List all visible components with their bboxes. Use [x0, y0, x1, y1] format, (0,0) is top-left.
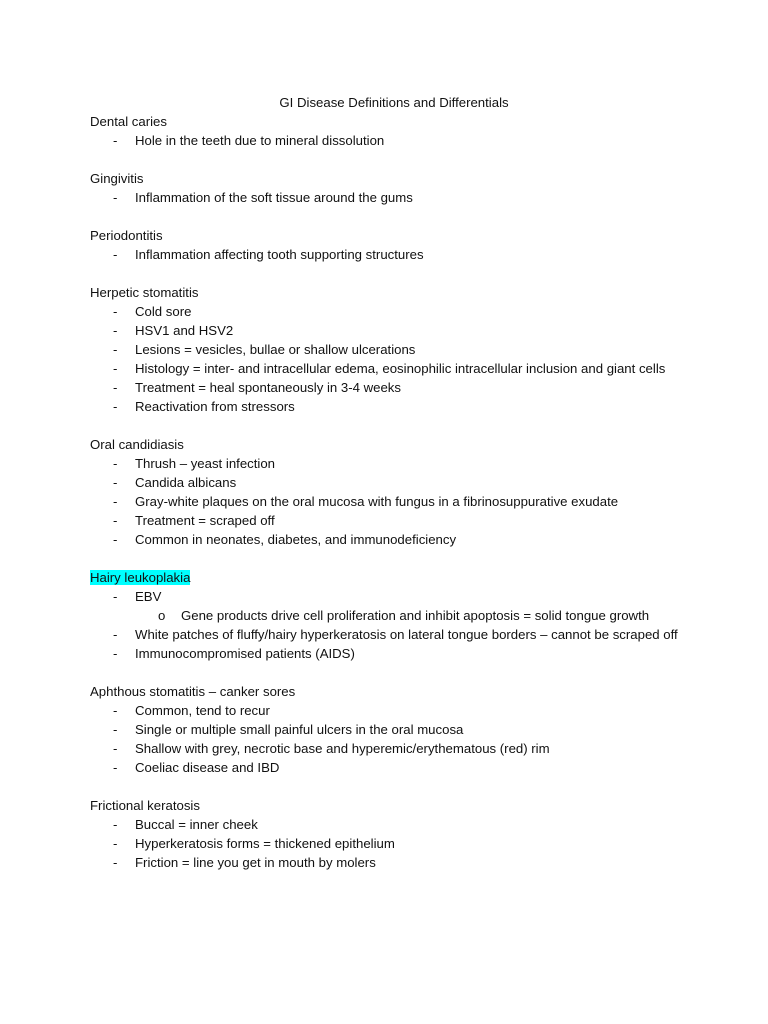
- dash-marker: -: [113, 342, 118, 357]
- bullet-list: [90, 815, 690, 872]
- section: [90, 568, 690, 663]
- document-body: [90, 112, 690, 872]
- bullet-text: EBV: [135, 589, 162, 604]
- bullet-item: [90, 359, 690, 378]
- bullet-text: Histology = inter- and intracellular edema, eosinophilic intracellular inclusion and giant cells: [135, 361, 666, 376]
- dash-marker: -: [113, 475, 118, 490]
- bullet-item: [90, 644, 690, 663]
- section-heading: [90, 226, 690, 245]
- dash-marker: -: [113, 703, 118, 718]
- bullet-item: [90, 587, 690, 625]
- bullet-item: [90, 815, 690, 834]
- heading-text: Herpetic stomatitis: [90, 285, 199, 300]
- bullet-item: [90, 188, 690, 207]
- bullet-item: [90, 397, 690, 416]
- bullet-text: Immunocompromised patients (AIDS): [135, 646, 355, 661]
- highlighted-heading-text: Hairy leukoplakia: [90, 570, 191, 585]
- bullet-text: Reactivation from stressors: [135, 399, 295, 414]
- sub-bullet-item: [135, 606, 690, 625]
- dash-marker: -: [113, 190, 118, 205]
- bullet-text: Single or multiple small painful ulcers in the oral mucosa: [135, 722, 464, 737]
- bullet-text: HSV1 and HSV2: [135, 323, 234, 338]
- bullet-item: [90, 625, 690, 644]
- section-heading: [90, 682, 690, 701]
- dash-marker: -: [113, 494, 118, 509]
- section-heading: [90, 796, 690, 815]
- heading-text: Dental caries: [90, 114, 167, 129]
- bullet-item: [90, 701, 690, 720]
- bullet-text: Lesions = vesicles, bullae or shallow ulcerations: [135, 342, 416, 357]
- dash-marker: -: [113, 646, 118, 661]
- bullet-item: [90, 511, 690, 530]
- bullet-item: [90, 530, 690, 549]
- dash-marker: -: [113, 817, 118, 832]
- dash-marker: -: [113, 760, 118, 775]
- bullet-item: [90, 245, 690, 264]
- bullet-text: Gray-white plaques on the oral mucosa with fungus in a fibrinosuppurative exudate: [135, 494, 619, 509]
- bullet-text: Inflammation affecting tooth supporting structures: [135, 247, 424, 262]
- bullet-item: [90, 378, 690, 397]
- bullet-item: [90, 492, 690, 511]
- bullet-text: Hyperkeratosis forms = thickened epithelium: [135, 836, 395, 851]
- dash-marker: -: [113, 589, 118, 604]
- section: [90, 112, 690, 150]
- bullet-list: [90, 587, 690, 663]
- section-heading: [90, 283, 690, 302]
- heading-text: Gingivitis: [90, 171, 144, 186]
- bullet-list: [90, 188, 690, 207]
- bullet-text: Cold sore: [135, 304, 192, 319]
- bullet-text: Treatment = scraped off: [135, 513, 275, 528]
- bullet-list: [90, 701, 690, 777]
- section: [90, 682, 690, 777]
- bullet-text: Inflammation of the soft tissue around the gums: [135, 190, 413, 205]
- bullet-item: [90, 454, 690, 473]
- heading-text: Oral candidiasis: [90, 437, 184, 452]
- sub-bullet-list: [135, 606, 690, 625]
- dash-marker: -: [113, 456, 118, 471]
- bullet-text: Coeliac disease and IBD: [135, 760, 280, 775]
- section-heading: [90, 112, 690, 131]
- bullet-list: [90, 131, 690, 150]
- bullet-item: [90, 853, 690, 872]
- bullet-list: [90, 302, 690, 416]
- section: [90, 796, 690, 872]
- section: [90, 169, 690, 207]
- bullet-item: [90, 340, 690, 359]
- section-heading: [90, 169, 690, 188]
- section: [90, 283, 690, 416]
- circle-marker: o: [158, 608, 166, 623]
- section: [90, 435, 690, 549]
- bullet-item: [90, 302, 690, 321]
- document-page: [90, 93, 690, 872]
- bullet-item: [90, 739, 690, 758]
- bullet-text: Hole in the teeth due to mineral dissolution: [135, 133, 385, 148]
- bullet-list: [90, 454, 690, 549]
- bullet-text: Common in neonates, diabetes, and immunodeficiency: [135, 532, 457, 547]
- heading-text: Aphthous stomatitis – canker sores: [90, 684, 296, 699]
- dash-marker: -: [113, 399, 118, 414]
- dash-marker: -: [113, 532, 118, 547]
- section-heading: [90, 435, 690, 454]
- document-title: GI Disease Definitions and Differentials: [279, 95, 509, 110]
- bullet-text: Friction = line you get in mouth by molers: [135, 855, 376, 870]
- dash-marker: -: [113, 836, 118, 851]
- bullet-text: Buccal = inner cheek: [135, 817, 258, 832]
- bullet-text: Treatment = heal spontaneously in 3-4 weeks: [135, 380, 401, 395]
- bullet-list: [90, 245, 690, 264]
- dash-marker: -: [113, 855, 118, 870]
- bullet-item: [90, 834, 690, 853]
- bullet-text: Thrush – yeast infection: [135, 456, 276, 471]
- dash-marker: -: [113, 247, 118, 262]
- bullet-item: [90, 720, 690, 739]
- dash-marker: -: [113, 361, 118, 376]
- section: [90, 226, 690, 264]
- bullet-text: Common, tend to recur: [135, 703, 270, 718]
- dash-marker: -: [113, 380, 118, 395]
- bullet-item: [90, 473, 690, 492]
- dash-marker: -: [113, 304, 118, 319]
- bullet-item: [90, 321, 690, 340]
- bullet-text: Shallow with grey, necrotic base and hyperemic/erythematous (red) rim: [135, 741, 550, 756]
- dash-marker: -: [113, 722, 118, 737]
- dash-marker: -: [113, 323, 118, 338]
- dash-marker: -: [113, 513, 118, 528]
- heading-text: Frictional keratosis: [90, 798, 200, 813]
- heading-text: Periodontitis: [90, 228, 163, 243]
- bullet-text: Candida albicans: [135, 475, 237, 490]
- bullet-text: White patches of fluffy/hairy hyperkeratosis on lateral tongue borders – cannot be scraped off: [135, 627, 678, 642]
- section-heading: [90, 568, 690, 587]
- bullet-item: [90, 758, 690, 777]
- dash-marker: -: [113, 133, 118, 148]
- bullet-item: [90, 131, 690, 150]
- dash-marker: -: [113, 627, 118, 642]
- sub-bullet-text: Gene products drive cell proliferation and inhibit apoptosis = solid tongue growth: [181, 608, 650, 623]
- dash-marker: -: [113, 741, 118, 756]
